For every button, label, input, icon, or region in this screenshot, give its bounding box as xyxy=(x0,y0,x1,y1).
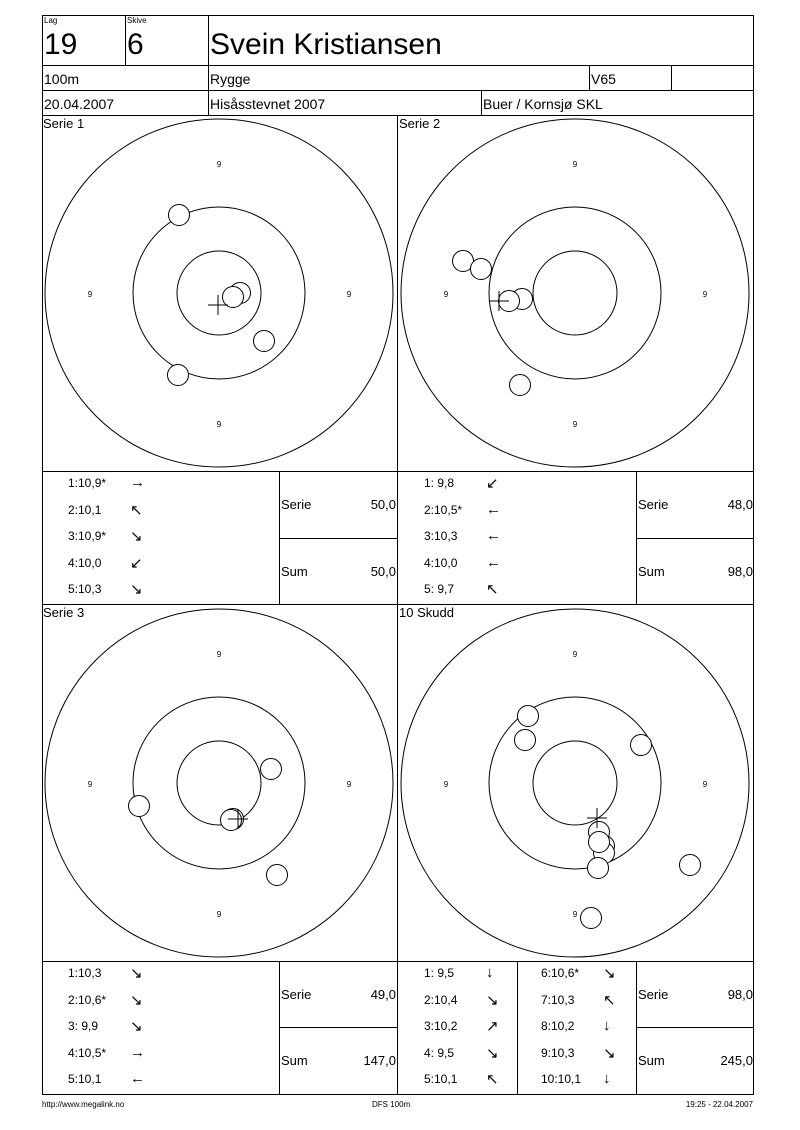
ring-10 xyxy=(489,697,661,869)
ring-x xyxy=(533,741,617,825)
lag-value: 19 xyxy=(44,28,78,61)
shot-score: 3: 9,9 xyxy=(68,1019,99,1033)
ring-x xyxy=(177,741,261,825)
shooter-name: Svein Kristiansen xyxy=(210,28,442,61)
skive-label: Skive xyxy=(127,16,147,25)
shot-direction-arrow-icon: ↖ xyxy=(603,991,616,1009)
sum-value-3: 147,0 xyxy=(363,1053,396,1068)
place: Rygge xyxy=(210,71,251,87)
shot-score: 3:10,2 xyxy=(424,1019,458,1033)
sum-label-4: Sum xyxy=(638,1053,665,1068)
ring-10 xyxy=(133,697,305,869)
footer-timestamp: 19:25 - 22.04.2007 xyxy=(685,1100,753,1109)
sum-label-2: Sum xyxy=(638,564,665,579)
shot-score: 5: 9,7 xyxy=(424,582,455,596)
shot-hole xyxy=(581,908,602,929)
shot-score: 10:10,1 xyxy=(541,1072,582,1086)
shot-score: 4:10,0 xyxy=(68,555,102,570)
ring-number-label: 9 xyxy=(216,160,222,169)
shot-direction-arrow-icon: ↘ xyxy=(130,581,143,598)
class: V65 xyxy=(591,71,616,87)
shot-hole xyxy=(129,796,150,817)
shot-score: 9:10,3 xyxy=(541,1045,575,1060)
shot-direction-arrow-icon: ↖ xyxy=(486,1071,499,1088)
ring-9 xyxy=(45,119,393,467)
ring-number-label: 9 xyxy=(87,290,93,299)
shot-hole xyxy=(261,759,282,780)
ring-number-label: 9 xyxy=(572,420,578,429)
shot-score: 4: 9,5 xyxy=(424,1045,455,1060)
shot-hole xyxy=(254,331,275,352)
serie-label-3: Serie xyxy=(281,987,312,1002)
shot-direction-arrow-icon: ↖ xyxy=(486,581,499,598)
serie-value-4: 98,0 xyxy=(727,987,753,1002)
shot-direction-arrow-icon: ↗ xyxy=(486,1018,499,1035)
ring-number-label: 9 xyxy=(346,780,352,789)
serie-label-1: Serie xyxy=(281,497,312,512)
shot-score: 2:10,1 xyxy=(68,502,102,517)
panel-title-10-skudd: 10 Skudd xyxy=(399,605,454,620)
shot-direction-arrow-icon: ← xyxy=(486,553,501,571)
shot-score: 4:10,0 xyxy=(424,555,458,570)
shot-direction-arrow-icon: ↘ xyxy=(130,1018,143,1035)
shot-score: 2:10,6* xyxy=(68,992,107,1007)
ring-number-label: 9 xyxy=(572,910,578,919)
shot-direction-arrow-icon: ↘ xyxy=(130,965,143,982)
sum-value-2: 98,0 xyxy=(727,564,753,579)
ring-number-label: 9 xyxy=(572,650,578,659)
shot-direction-arrow-icon: ↘ xyxy=(486,1044,499,1062)
shot-hole xyxy=(518,706,539,727)
shot-score: 1:10,3 xyxy=(68,966,102,980)
ring-number-label: 9 xyxy=(443,290,449,299)
shot-score: 6:10,6* xyxy=(541,966,580,980)
lag-label: Lag xyxy=(44,16,58,25)
shot-score: 4:10,5* xyxy=(68,1045,107,1060)
shot-score: 3:10,9* xyxy=(68,529,107,543)
shot-score: 5:10,3 xyxy=(68,582,102,596)
footer-url[interactable]: http://www.megalink.no xyxy=(42,1100,125,1109)
distance: 100m xyxy=(44,71,80,87)
serie-label-2: Serie xyxy=(638,497,669,512)
shot-direction-arrow-icon: ← xyxy=(486,500,501,518)
serie-value-1: 50,0 xyxy=(370,497,396,512)
ring-10 xyxy=(133,207,305,379)
shot-direction-arrow-icon: ↓ xyxy=(603,1070,611,1087)
shot-hole xyxy=(169,205,190,226)
ring-number-label: 9 xyxy=(702,780,708,789)
ring-x xyxy=(533,251,617,335)
shot-score: 1:10,9* xyxy=(68,476,107,490)
shot-score: 2:10,5* xyxy=(424,502,463,517)
shot-direction-arrow-icon: → xyxy=(130,474,145,491)
shot-score: 5:10,1 xyxy=(68,1072,102,1086)
shot-direction-arrow-icon: → xyxy=(130,1043,145,1061)
shot-direction-arrow-icon: ↖ xyxy=(130,501,143,519)
shot-direction-arrow-icon: ↘ xyxy=(603,1044,616,1062)
event: Hisåsstevnet 2007 xyxy=(210,96,326,112)
date: 20.04.2007 xyxy=(44,96,115,112)
ring-number-label: 9 xyxy=(216,650,222,659)
shot-direction-arrow-icon: ↘ xyxy=(130,528,143,545)
shot-hole xyxy=(168,365,189,386)
ring-9 xyxy=(45,609,393,957)
sum-label-3: Sum xyxy=(281,1053,308,1068)
sum-label-1: Sum xyxy=(281,564,308,579)
shot-score: 3:10,3 xyxy=(424,529,458,543)
ring-number-label: 9 xyxy=(346,290,352,299)
footer-center: DFS 100m xyxy=(372,1100,411,1109)
shot-score: 2:10,4 xyxy=(424,992,458,1007)
shot-direction-arrow-icon: ← xyxy=(130,1070,145,1087)
shot-score: 7:10,3 xyxy=(541,992,575,1007)
sum-value-1: 50,0 xyxy=(370,564,396,579)
serie-value-2: 48,0 xyxy=(727,497,753,512)
ring-9 xyxy=(401,119,749,467)
shot-hole xyxy=(471,259,492,280)
shot-hole xyxy=(223,287,244,308)
shot-hole xyxy=(510,375,531,396)
shot-hole xyxy=(589,832,610,853)
panel-title-serie-3: Serie 3 xyxy=(43,605,85,620)
shot-score: 5:10,1 xyxy=(424,1072,458,1086)
panel-title-serie-2: Serie 2 xyxy=(399,116,441,131)
ring-number-label: 9 xyxy=(443,780,449,789)
shot-hole xyxy=(267,865,288,886)
shot-direction-arrow-icon: ↙ xyxy=(130,554,143,572)
shot-score: 1: 9,5 xyxy=(424,966,455,980)
panel-title-serie-1: Serie 1 xyxy=(43,116,85,131)
shot-direction-arrow-icon: ↓ xyxy=(486,964,494,981)
sum-value-4: 245,0 xyxy=(720,1053,753,1068)
ring-number-label: 9 xyxy=(216,420,222,429)
ring-number-label: 9 xyxy=(216,910,222,919)
ring-9 xyxy=(401,609,749,957)
shot-direction-arrow-icon: ↘ xyxy=(130,991,143,1009)
shot-direction-arrow-icon: ↘ xyxy=(486,991,499,1009)
shot-direction-arrow-icon: ← xyxy=(486,527,501,544)
shot-direction-arrow-icon: ↓ xyxy=(603,1017,611,1034)
skive-value: 6 xyxy=(127,28,144,61)
ring-number-label: 9 xyxy=(572,160,578,169)
shot-hole xyxy=(588,858,609,879)
shot-score: 1: 9,8 xyxy=(424,476,455,490)
club: Buer / Kornsjø SKL xyxy=(483,96,603,112)
shot-direction-arrow-icon: ↘ xyxy=(603,965,616,982)
ring-number-label: 9 xyxy=(87,780,93,789)
shot-direction-arrow-icon: ↙ xyxy=(486,475,499,492)
shot-hole xyxy=(631,735,652,756)
shot-hole xyxy=(680,855,701,876)
ring-number-label: 9 xyxy=(702,290,708,299)
serie-label-4: Serie xyxy=(638,987,669,1002)
shot-hole xyxy=(515,730,536,751)
shot-score: 8:10,2 xyxy=(541,1019,575,1033)
serie-value-3: 49,0 xyxy=(370,987,396,1002)
